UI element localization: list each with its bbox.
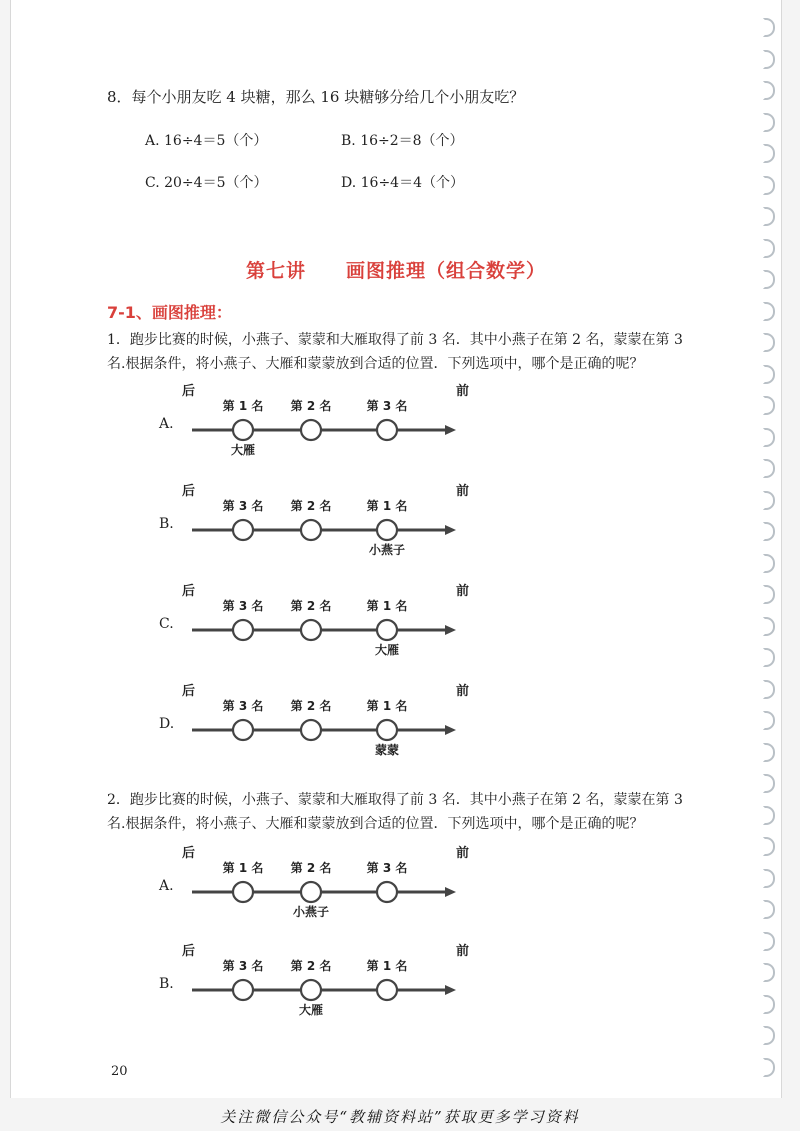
position-circle-1 xyxy=(233,980,253,1000)
binding-ring xyxy=(763,995,775,1014)
rank-label-1: 第 1 名 xyxy=(222,861,264,875)
position-circle-1 xyxy=(233,720,253,740)
position-circle-3 xyxy=(377,520,397,540)
position-circle-2 xyxy=(301,620,321,640)
binding-ring xyxy=(763,743,775,762)
number-line-svg xyxy=(159,380,479,466)
binding-ring xyxy=(763,491,775,510)
binding-ring xyxy=(763,270,775,289)
position-circle-3 xyxy=(377,720,397,740)
document-page xyxy=(10,0,782,1098)
binding-ring xyxy=(763,806,775,825)
rank-label-2: 第 2 名 xyxy=(290,861,332,875)
position-circle-1 xyxy=(233,520,253,540)
number-line-diagram xyxy=(159,580,479,666)
binding-ring xyxy=(763,302,775,321)
rank-label-3: 第 1 名 xyxy=(366,959,408,973)
binding-ring xyxy=(763,365,775,384)
rank-label-1: 第 3 名 xyxy=(222,959,264,973)
option-letter: A. xyxy=(159,878,174,894)
binding-ring xyxy=(763,333,775,352)
rank-label-3: 第 3 名 xyxy=(366,399,408,413)
placed-name: 小燕子 xyxy=(292,905,329,919)
option-letter: B. xyxy=(159,516,174,532)
rank-label-3: 第 3 名 xyxy=(366,861,408,875)
question-8-text: 8．每个小朋友吃 4 块糖，那么 16 块糖够分给几个小朋友吃？ xyxy=(107,88,525,106)
number-line-diagram xyxy=(159,842,479,928)
binding-ring xyxy=(763,554,775,573)
rank-label-1: 第 1 名 xyxy=(222,399,264,413)
position-circle-3 xyxy=(377,420,397,440)
position-circle-1 xyxy=(233,620,253,640)
arrow-head xyxy=(445,625,456,635)
position-circle-2 xyxy=(301,520,321,540)
arrow-head xyxy=(445,525,456,535)
number-line-svg xyxy=(159,480,479,566)
back-label: 后 xyxy=(182,684,196,699)
rank-label-3: 第 1 名 xyxy=(366,499,408,513)
problem-2-line-2: 名.根据条件，将小燕子、大雁和蒙蒙放到合适的位置．下列选项中，哪个是正确的呢？ xyxy=(107,816,644,832)
position-circle-1 xyxy=(233,420,253,440)
rank-label-1: 第 3 名 xyxy=(222,499,264,513)
placed-name: 小燕子 xyxy=(368,543,405,557)
placed-name: 大雁 xyxy=(230,443,255,457)
front-label: 前 xyxy=(456,684,470,699)
rank-label-3: 第 1 名 xyxy=(366,699,408,713)
binding-ring xyxy=(763,113,775,132)
option-letter: C. xyxy=(159,616,174,632)
front-label: 前 xyxy=(456,484,470,499)
position-circle-1 xyxy=(233,882,253,902)
rank-label-1: 第 3 名 xyxy=(222,699,264,713)
arrow-head xyxy=(445,425,456,435)
footer-watermark: 关注微信公众号“教辅资料站”获取更多学习资料 xyxy=(220,1108,580,1126)
page-number: 20 xyxy=(111,1064,128,1079)
binding-ring xyxy=(763,239,775,258)
position-circle-3 xyxy=(377,620,397,640)
position-circle-3 xyxy=(377,980,397,1000)
question-8-option-b: B. 16÷2＝8（个） xyxy=(341,133,464,149)
position-circle-2 xyxy=(301,720,321,740)
placed-name: 大雁 xyxy=(298,1003,323,1017)
question-8-option-c: C. 20÷4＝5（个） xyxy=(145,175,268,191)
rank-label-2: 第 2 名 xyxy=(290,959,332,973)
spiral-binding xyxy=(757,18,779,1098)
rank-label-1: 第 3 名 xyxy=(222,599,264,613)
number-line-diagram xyxy=(159,480,479,566)
number-line-diagram xyxy=(159,380,479,466)
binding-ring xyxy=(763,711,775,730)
front-label: 前 xyxy=(456,384,470,399)
number-line-svg xyxy=(159,580,479,666)
arrow-head xyxy=(445,985,456,995)
section-title: 7-1、画图推理： xyxy=(107,303,232,322)
problem-1-line-2: 名.根据条件，将小燕子、大雁和蒙蒙放到合适的位置．下列选项中，哪个是正确的呢？ xyxy=(107,356,644,372)
binding-ring xyxy=(763,1058,775,1077)
binding-ring xyxy=(763,144,775,163)
back-label: 后 xyxy=(182,846,196,861)
front-label: 前 xyxy=(456,584,470,599)
position-circle-2 xyxy=(301,980,321,1000)
rank-label-2: 第 2 名 xyxy=(290,399,332,413)
position-circle-3 xyxy=(377,882,397,902)
position-circle-2 xyxy=(301,882,321,902)
binding-ring xyxy=(763,963,775,982)
binding-ring xyxy=(763,837,775,856)
arrow-head xyxy=(445,725,456,735)
binding-ring xyxy=(763,207,775,226)
binding-ring xyxy=(763,176,775,195)
rank-label-3: 第 1 名 xyxy=(366,599,408,613)
back-label: 后 xyxy=(182,484,196,499)
back-label: 后 xyxy=(182,584,196,599)
binding-ring xyxy=(763,1026,775,1045)
number-line-diagram xyxy=(159,940,479,1026)
position-circle-2 xyxy=(301,420,321,440)
binding-ring xyxy=(763,774,775,793)
question-8-option-a: A. 16÷4＝5（个） xyxy=(145,133,268,149)
binding-ring xyxy=(763,680,775,699)
number-line-diagram xyxy=(159,680,479,766)
problem-2-text xyxy=(107,788,747,836)
binding-ring xyxy=(763,900,775,919)
problem-1-line-1: 1．跑步比赛的时候，小燕子、蒙蒙和大雁取得了前 3 名．其中小燕子在第 2 名，蒙蒙在第 3 xyxy=(107,332,683,348)
option-letter: B. xyxy=(159,976,174,992)
binding-ring xyxy=(763,81,775,100)
binding-ring xyxy=(763,522,775,541)
binding-ring xyxy=(763,617,775,636)
front-label: 前 xyxy=(456,846,470,861)
option-letter: A. xyxy=(159,416,174,432)
problem-1-text xyxy=(107,328,747,376)
binding-ring xyxy=(763,869,775,888)
binding-ring xyxy=(763,50,775,69)
binding-ring xyxy=(763,396,775,415)
binding-ring xyxy=(763,932,775,951)
binding-ring xyxy=(763,459,775,478)
rank-label-2: 第 2 名 xyxy=(290,599,332,613)
binding-ring xyxy=(763,648,775,667)
arrow-head xyxy=(445,887,456,897)
binding-ring xyxy=(763,428,775,447)
binding-ring xyxy=(763,18,775,37)
option-letter: D. xyxy=(159,716,175,732)
placed-name: 蒙蒙 xyxy=(374,743,399,757)
front-label: 前 xyxy=(456,944,470,959)
lecture-title: 第七讲 画图推理（组合数学） xyxy=(245,260,546,282)
rank-label-2: 第 2 名 xyxy=(290,699,332,713)
placed-name: 大雁 xyxy=(374,643,399,657)
question-8-option-d: D. 16÷4＝4（个） xyxy=(341,175,464,191)
problem-2-line-1: 2．跑步比赛的时候，小燕子、蒙蒙和大雁取得了前 3 名．其中小燕子在第 2 名，蒙蒙在第 3 xyxy=(107,792,683,808)
number-line-svg xyxy=(159,680,479,766)
back-label: 后 xyxy=(182,384,196,399)
back-label: 后 xyxy=(182,944,196,959)
rank-label-2: 第 2 名 xyxy=(290,499,332,513)
binding-ring xyxy=(763,585,775,604)
